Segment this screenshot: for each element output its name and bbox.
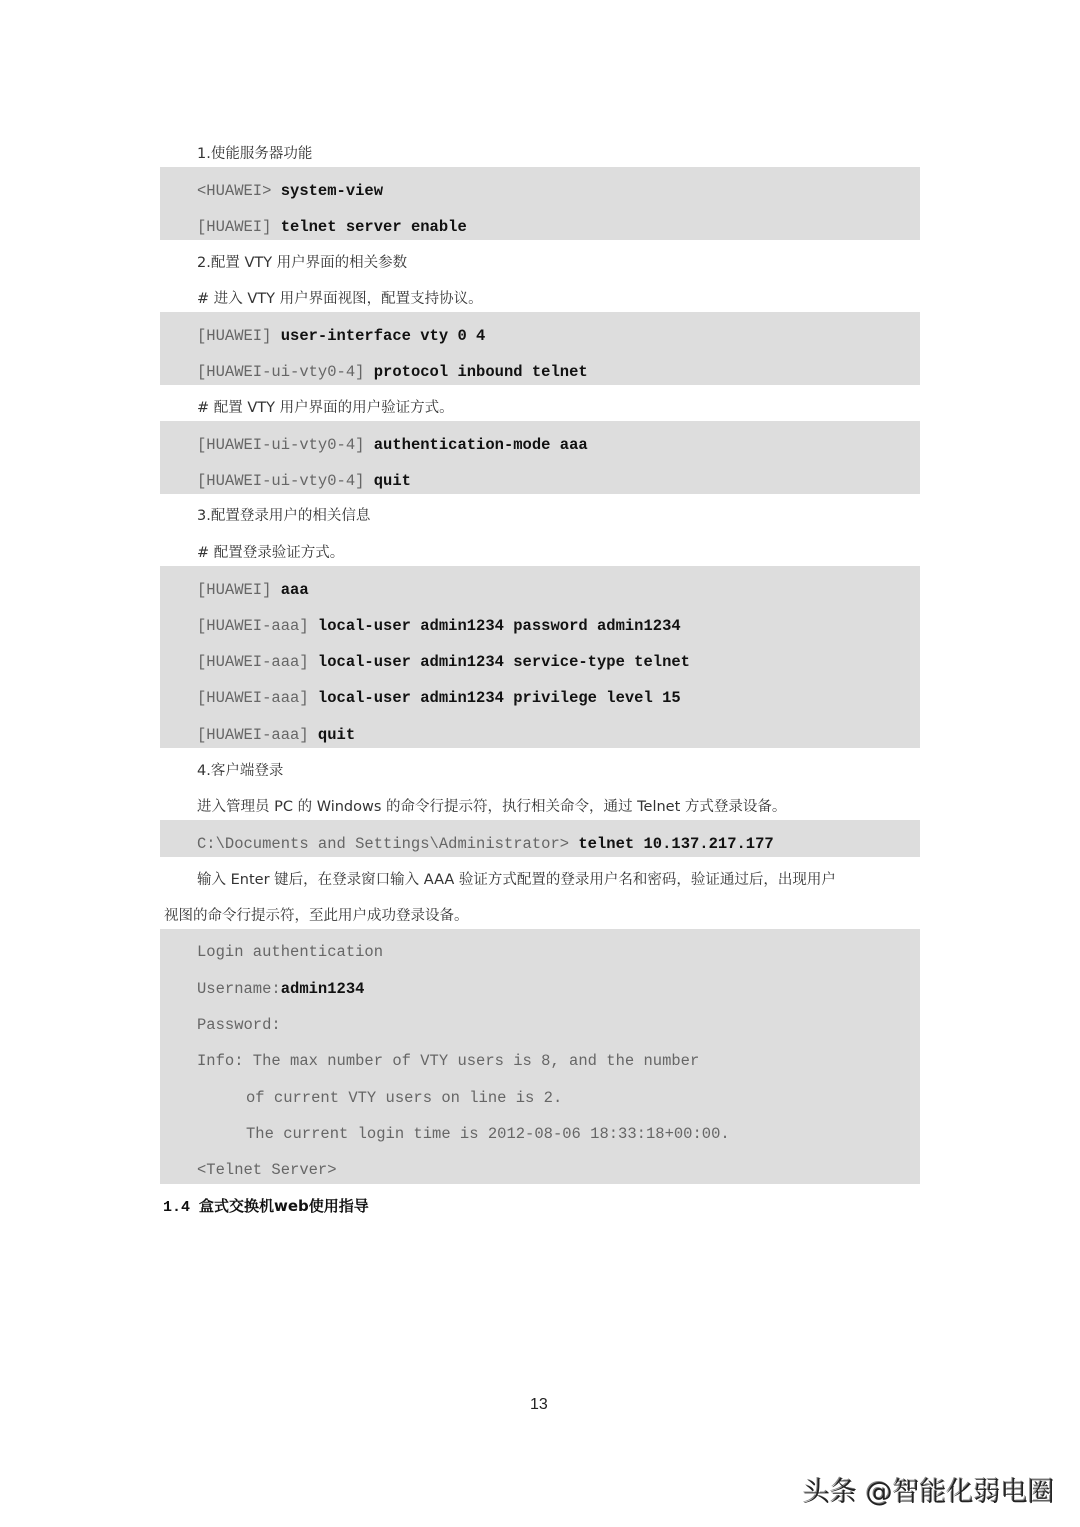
prompt: [HUAWEI-ui-vty0-4] — [197, 472, 374, 490]
code-line — [197, 725, 355, 745]
command: local-user admin1234 privilege level 15 — [317, 689, 681, 707]
code-line — [197, 326, 485, 346]
step-3-title: 3.配置登录用户的相关信息 — [197, 508, 371, 524]
prompt: [HUAWEI-aaa] — [197, 726, 318, 744]
step-2-note-1: # 进入 VTY 用户界面视图，配置支持协议。 — [197, 291, 483, 307]
step-4-paragraph-2-line-2: 视图的命令行提示符，至此用户成功登录设备。 — [164, 908, 469, 924]
command: authentication-mode aaa — [373, 436, 588, 454]
code-line — [197, 834, 774, 854]
step-4-paragraph-2-line-1: 输入 Enter 键后，在登录窗口输入 AAA 验证方式配置的登录用户名和密码，验证通过后，出现用户 — [197, 872, 836, 888]
section-number: 1.4 — [163, 1199, 200, 1216]
prompt: [HUAWEI] — [197, 581, 281, 599]
command: protocol inbound telnet — [373, 363, 588, 381]
step-4-paragraph-1: 进入管理员 PC 的 Windows 的命令行提示符，执行相关命令，通过 Telnet 方式登录设备。 — [197, 799, 787, 815]
step-4-title: 4.客户端登录 — [197, 763, 284, 779]
prompt: [HUAWEI-aaa] — [197, 653, 318, 671]
code-line — [197, 362, 588, 382]
prompt: <HUAWEI> — [197, 182, 281, 200]
prompt: [HUAWEI-ui-vty0-4] — [197, 436, 374, 454]
command: user-interface vty 0 4 — [280, 327, 486, 345]
prompt: [HUAWEI-aaa] — [197, 689, 318, 707]
command: quit — [373, 472, 411, 490]
step-1-title: 1.使能服务器功能 — [197, 146, 313, 162]
code-line — [197, 217, 467, 237]
command: telnet 10.137.217.177 — [578, 835, 774, 853]
output-line: Username:admin1234 — [197, 980, 365, 998]
code-line — [197, 652, 690, 672]
output-line: Info: The max number of VTY users is 8, and the number — [197, 1052, 700, 1070]
prompt: [HUAWEI] — [197, 218, 281, 236]
command: telnet server enable — [280, 218, 467, 236]
code-line — [197, 181, 383, 201]
step-3-note: # 配置登录验证方式。 — [197, 545, 345, 561]
command: local-user admin1234 service-type telnet — [317, 653, 690, 671]
section-title: 盒式交换机web使用指导 — [199, 1197, 369, 1215]
page-number: 13 — [530, 1396, 548, 1413]
command: system-view — [280, 182, 384, 200]
prompt: [HUAWEI-aaa] — [197, 617, 318, 635]
step-2-title: 2.配置 VTY 用户界面的相关参数 — [197, 255, 408, 271]
code-line — [197, 435, 588, 455]
command: aaa — [280, 581, 309, 599]
section-heading — [163, 1195, 369, 1216]
output-line: <Telnet Server> — [197, 1161, 337, 1179]
command: local-user admin1234 password admin1234 — [317, 617, 681, 635]
watermark: 头条 @智能化弱电圈 — [803, 1477, 1055, 1508]
prompt: [HUAWEI-ui-vty0-4] — [197, 363, 374, 381]
code-line — [197, 688, 681, 708]
code-line — [197, 580, 309, 600]
code-line — [197, 616, 681, 636]
output-line: Login authentication — [197, 943, 384, 961]
output-line: Password: — [197, 1016, 281, 1034]
prompt: C:\Documents and Settings\Administrator> — [197, 835, 579, 853]
prompt: [HUAWEI] — [197, 327, 281, 345]
code-line — [197, 471, 411, 491]
command: quit — [317, 726, 356, 744]
output-line: The current login time is 2012-08-06 18:33:18+00:00. — [246, 1125, 730, 1143]
output-line: of current VTY users on line is 2. — [246, 1089, 563, 1107]
step-2-note-2: # 配置 VTY 用户界面的用户验证方式。 — [197, 400, 454, 416]
